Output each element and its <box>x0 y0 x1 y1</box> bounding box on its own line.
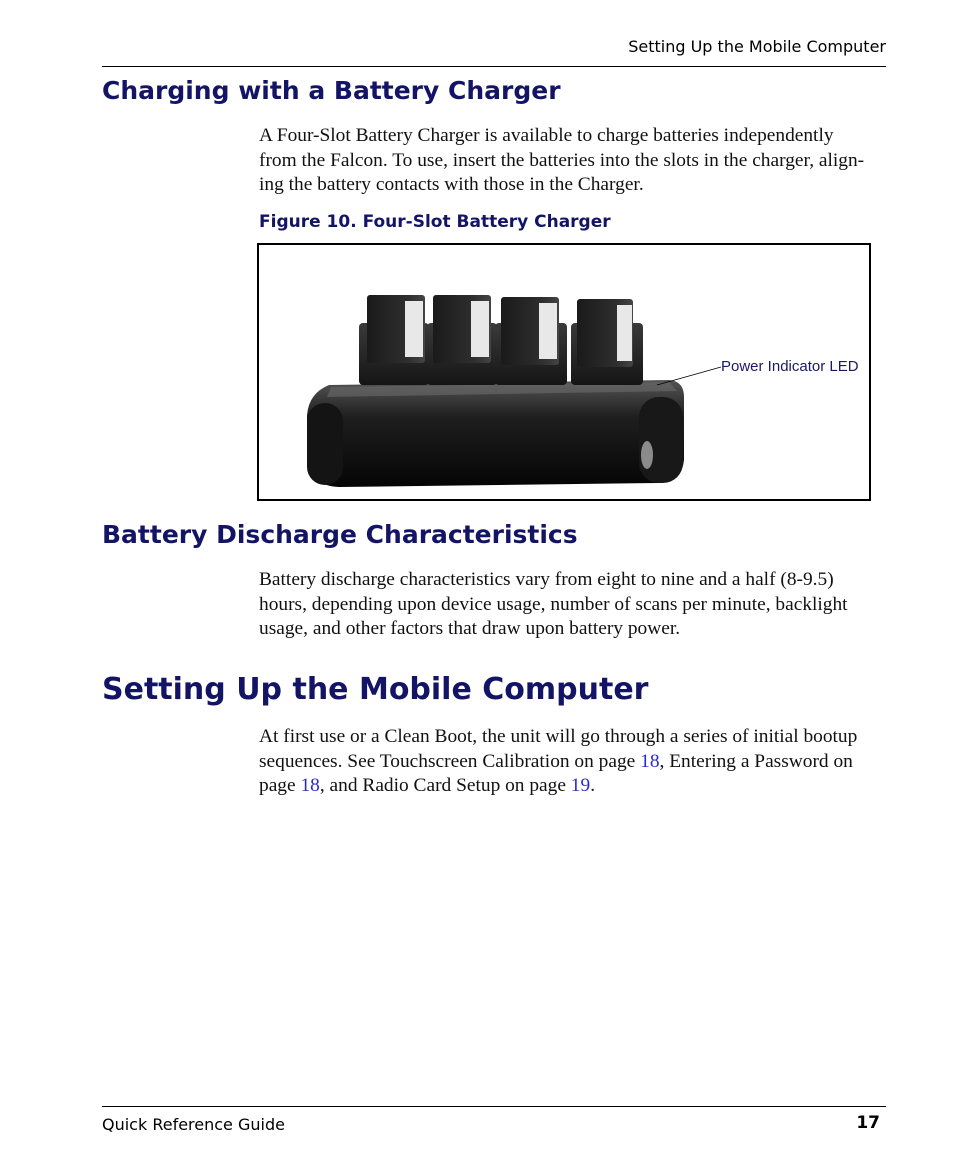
paragraph-line: A Four-Slot Battery Charger is available to charge batteries independently <box>259 125 834 146</box>
battery-charger-illustration <box>259 245 869 499</box>
battery-slot-3 <box>495 297 567 385</box>
text-run: , Entering a Password on <box>659 750 853 772</box>
paragraph-line: Battery discharge characteristics vary from eight to nine and a half (8-9.5) <box>259 569 834 590</box>
link-page-18-touchscreen[interactable]: 18 <box>640 750 660 772</box>
battery-slot-2 <box>427 295 497 385</box>
footer-rule <box>102 1106 886 1107</box>
callout-leader <box>657 367 721 385</box>
running-header: Setting Up the Mobile Computer <box>628 37 886 56</box>
text-run: page <box>259 775 301 796</box>
paragraph-line: At first use or a Clean Boot, the unit will go through a series of initial bootup <box>259 726 858 747</box>
paragraph-line: from the Falcon. To use, insert the batteries into the slots in the charger, align- <box>259 149 865 171</box>
charging-paragraph <box>259 124 889 198</box>
text-run: sequences. See Touchscreen Calibration on page <box>259 750 641 772</box>
setup-paragraph <box>259 725 889 799</box>
text-run: . <box>590 775 596 796</box>
paragraph-line: ing the battery contacts with those in the Charger. <box>259 174 644 195</box>
section-heading-charging: Charging with a Battery Charger <box>102 76 561 105</box>
paragraph-line: hours, depending upon device usage, number of scans per minute, backlight <box>259 593 848 615</box>
paragraph-line <box>259 750 889 775</box>
footer-guide-title: Quick Reference Guide <box>102 1115 285 1134</box>
figure-frame <box>257 243 871 501</box>
header-rule <box>102 66 886 67</box>
page-number: 17 <box>856 1113 880 1133</box>
battery-slot-4 <box>571 299 643 385</box>
figure-caption: Figure 10. Four-Slot Battery Charger <box>259 212 611 232</box>
link-page-19-radio[interactable]: 19 <box>570 775 591 796</box>
text-run: , and Radio Card Setup on page <box>319 775 571 796</box>
paragraph-line <box>259 774 889 799</box>
paragraph-line: usage, and other factors that draw upon battery power. <box>259 618 681 639</box>
callout-label: Power Indicator LED <box>721 358 859 375</box>
charger-base <box>307 380 684 487</box>
link-page-18-password[interactable]: 18 <box>300 775 320 796</box>
section-heading-discharge: Battery Discharge Characteristics <box>102 520 578 549</box>
battery-slot-1 <box>359 295 429 385</box>
discharge-paragraph <box>259 568 889 642</box>
section-heading-setup: Setting Up the Mobile Computer <box>102 672 649 707</box>
